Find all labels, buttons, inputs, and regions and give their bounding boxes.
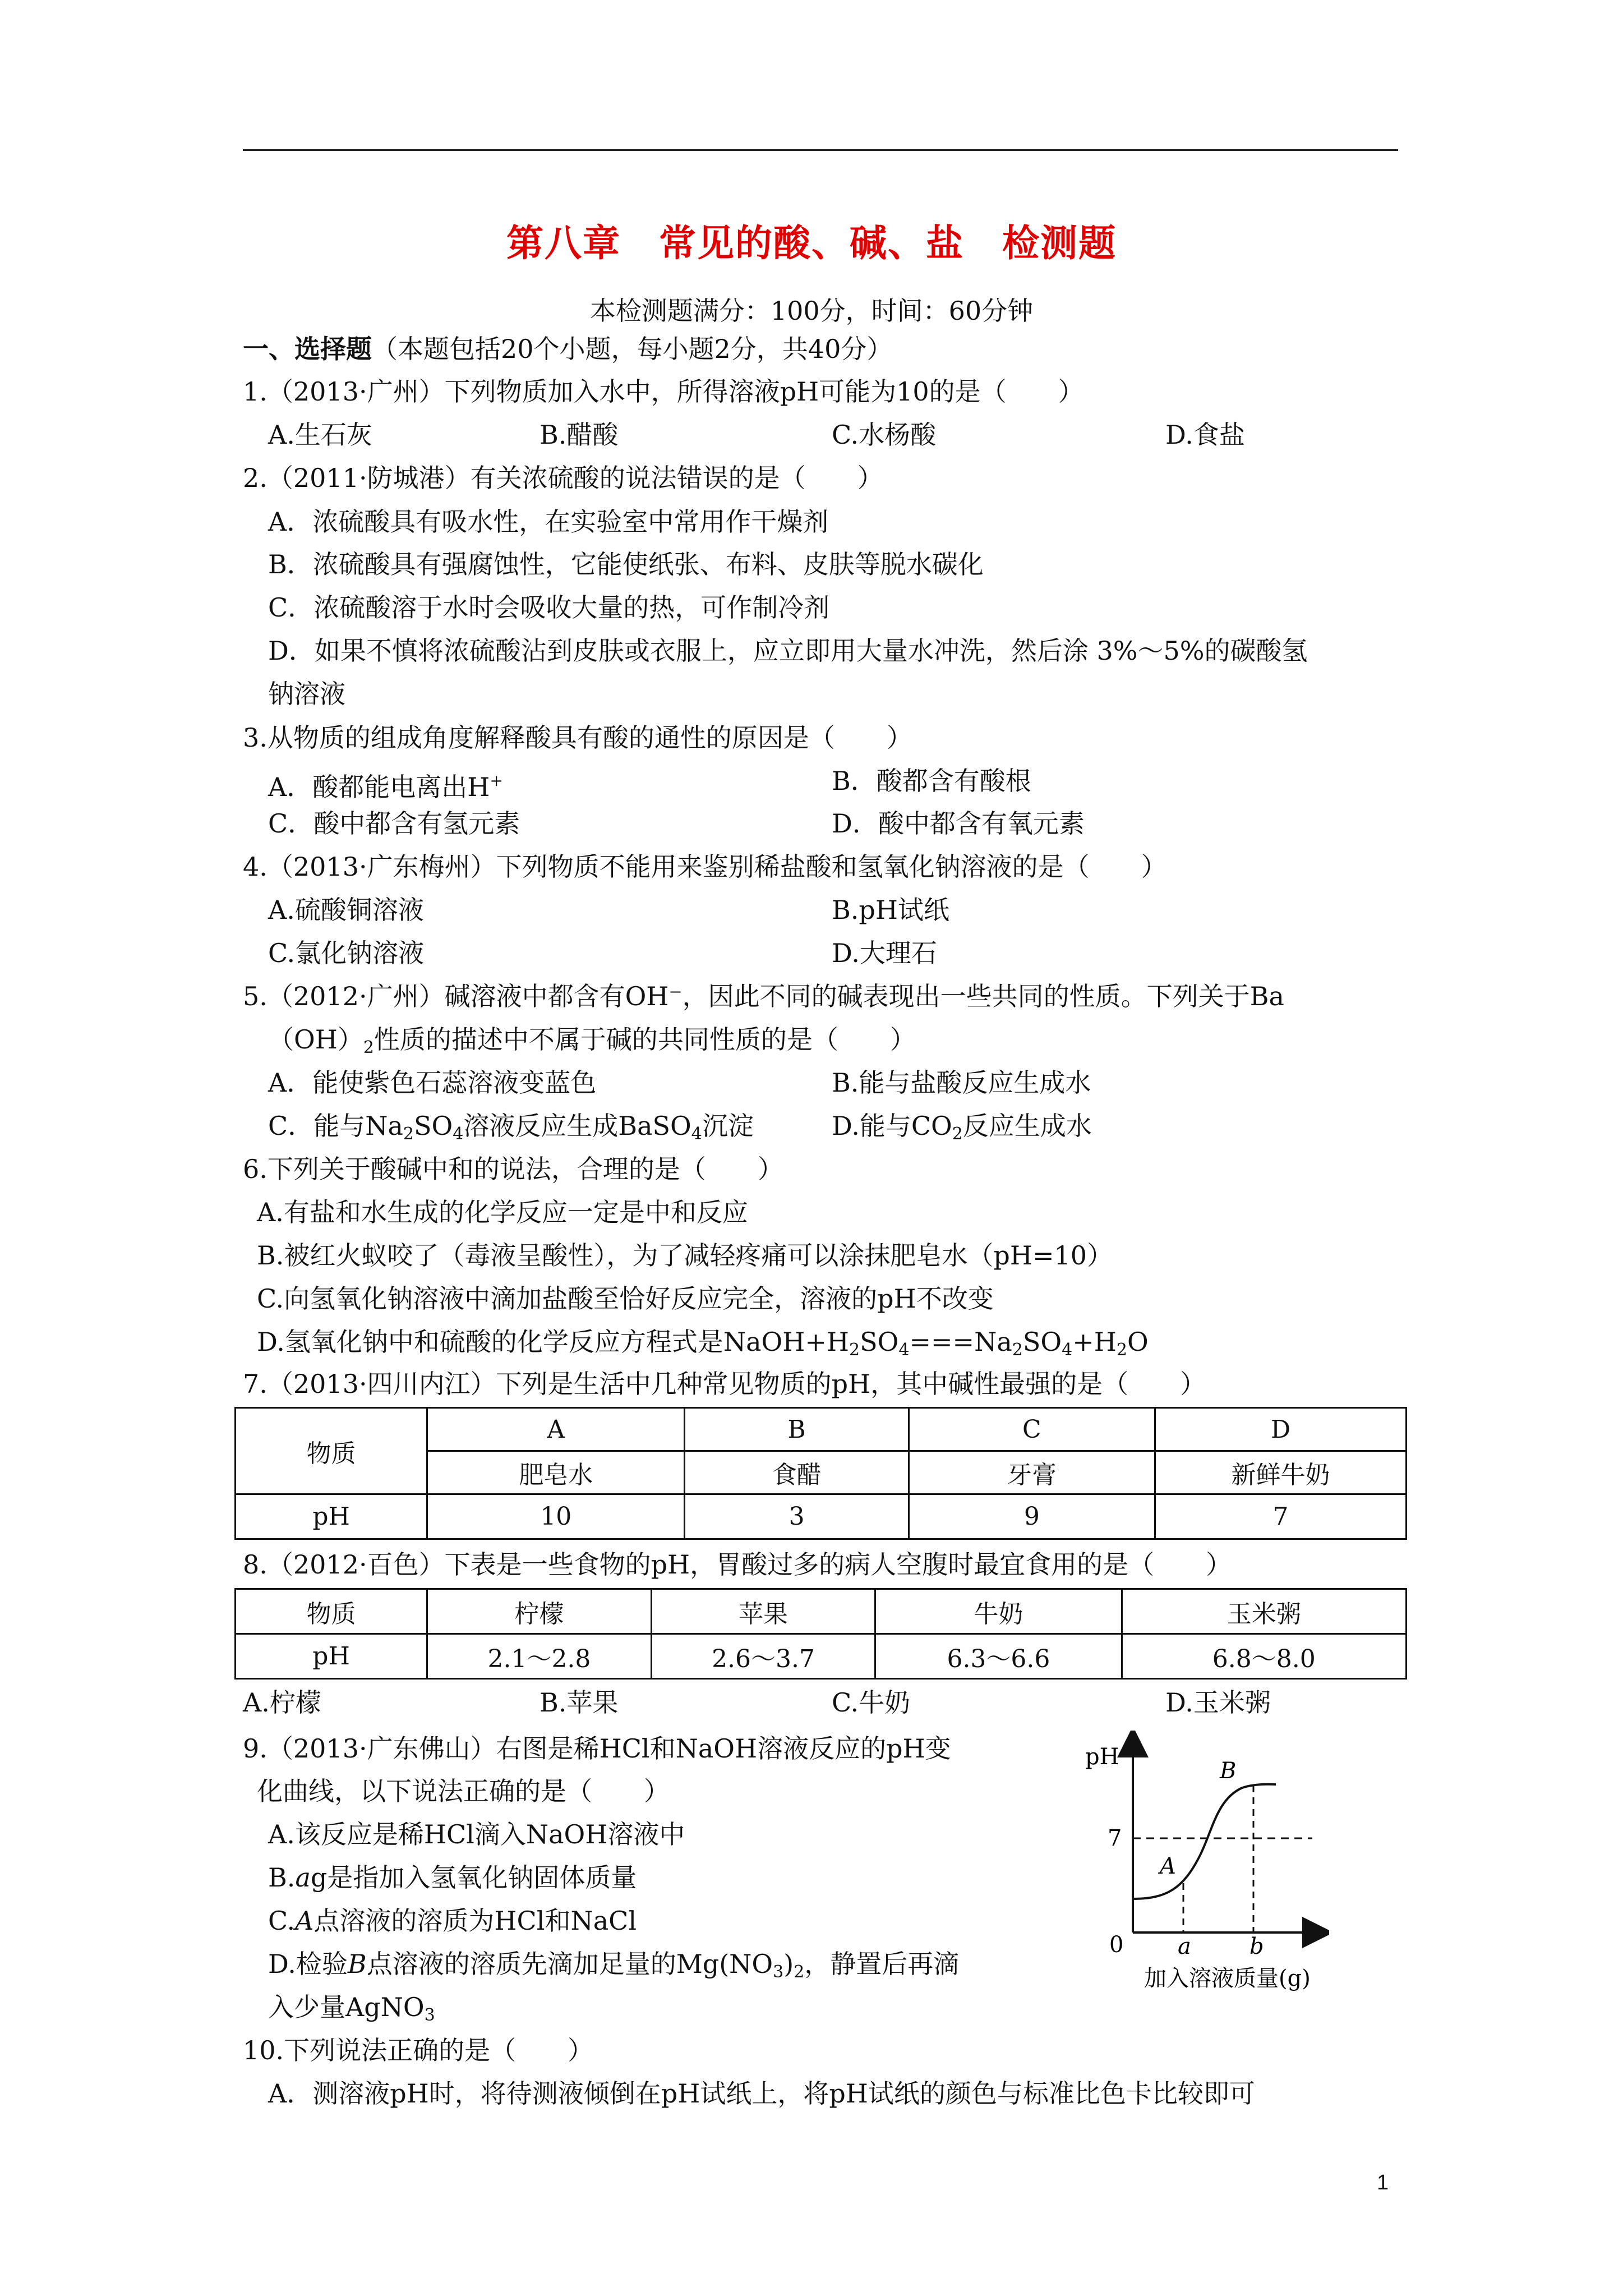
q8-option-b: B.苹果 — [540, 1687, 619, 1718]
q5-option-a: A．能使紫色石蕊溶液变蓝色 — [268, 1068, 597, 1098]
section-label: 一、选择题 — [243, 334, 372, 364]
q3-option-a — [268, 764, 503, 804]
q8-food-name: 玉米粥 — [1122, 1589, 1406, 1634]
q7-substance-name: 食醋 — [685, 1451, 909, 1494]
q1-stem: 1.（2013·广州）下列物质加入水中，所得溶液pH可能为10的是（ ） — [243, 376, 1084, 407]
q5-option-d — [832, 1109, 1092, 1151]
q3-stem: 3.从物质的组成角度解释酸具有酸的通性的原因是（ ） — [243, 723, 912, 753]
q4-stem: 4.（2013·广东梅州）下列物质不能用来鉴别稀盐酸和氢氧化钠溶液的是（ ） — [243, 852, 1167, 882]
q4-option-c: C.氯化钠溶液 — [268, 938, 425, 968]
q7-stem: 7.（2013·四川内江）下列是生活中几种常见物质的pH，其中碱性最强的是（ ） — [243, 1369, 1206, 1399]
q6-option-a: A.有盐和水生成的化学反应一定是中和反应 — [257, 1197, 748, 1227]
q8-ph-range: 6.3～6.6 — [875, 1634, 1122, 1679]
q7-substance-name: 牙膏 — [909, 1451, 1155, 1494]
q7-letter: B — [685, 1408, 909, 1451]
q8-food-name: 苹果 — [651, 1589, 875, 1634]
q6-d-sub: 4 — [898, 1340, 910, 1360]
q8-header-substance: 物质 — [236, 1589, 427, 1634]
q6-option-c: C.向氢氧化钠溶液中滴加盐酸至恰好反应完全，溶液的pH不改变 — [257, 1283, 994, 1314]
q7-letter: A — [427, 1408, 685, 1451]
q8-food-name: 柠檬 — [427, 1589, 652, 1634]
q2-option-d: D．如果不慎将浓硫酸沾到皮肤或衣服上，应立即用大量水冲洗，然后涂 3%～5%的碳酸氢 — [268, 636, 1308, 666]
q2-option-d-cont: 钠溶液 — [268, 679, 345, 709]
q8-stem: 8.（2012·百色）下表是一些食物的pH，胃酸过多的病人空腹时最宜食用的是（ ） — [243, 1549, 1232, 1580]
x-tick-b: b — [1249, 1934, 1264, 1959]
point-b-label: B — [1220, 1758, 1237, 1784]
q3-option-b: B．酸都含有酸根 — [832, 766, 1031, 796]
q1-option-d: D.食盐 — [1165, 420, 1245, 450]
q2-option-b: B．浓硫酸具有强腐蚀性，它能使纸张、布料、皮肤等脱水碳化 — [268, 549, 984, 579]
q7-ph-value: 7 — [1155, 1494, 1406, 1539]
section-heading — [243, 332, 892, 366]
ph-curve — [1133, 1784, 1276, 1899]
section-desc: （本题包括20个小题，每小题2分，共40分） — [372, 334, 893, 364]
q5-c-part: 沉淀 — [702, 1111, 754, 1141]
q9-d-part: D.检验 — [268, 1949, 348, 1979]
q3-a-text: A．酸都能电离出H — [268, 772, 490, 802]
q6-d-part: D.氢氧化钠中和硫酸的化学反应方程式是NaOH+H — [257, 1327, 850, 1357]
q6-d-part: SO — [860, 1327, 899, 1357]
q8-option-a: A.柠檬 — [243, 1687, 321, 1718]
q9-option-b — [268, 1861, 637, 1894]
q9-d-part: 入少量AgNO — [268, 1992, 425, 2022]
q8-ph-range: 6.8～8.0 — [1122, 1634, 1406, 1679]
q5-c-sub: 2 — [403, 1124, 414, 1144]
q9-c-part: C. — [268, 1906, 296, 1936]
x-tick-a: a — [1178, 1934, 1191, 1959]
q6-d-part: +H — [1072, 1327, 1117, 1357]
q5-c-part: C．能与Na — [268, 1111, 403, 1141]
q10-option-a: A．测溶液pH时，将待测液倾倒在pH试纸上，将pH试纸的颜色与标准比色卡比较即可 — [268, 2078, 1255, 2109]
q2-option-a: A．浓硫酸具有吸水性，在实验室中常用作干燥剂 — [268, 507, 829, 537]
page-title: 第八章 常见的酸、碱、盐 检测题 — [506, 221, 1117, 265]
q7-substance-name: 肥皂水 — [427, 1451, 685, 1494]
q5-c-part: SO — [413, 1111, 453, 1141]
q9-b-italic: a — [295, 1862, 311, 1893]
q5-sub: 2 — [363, 1038, 374, 1057]
q6-option-b: B.被红火蚁咬了（毒液呈酸性），为了减轻疼痛可以涂抹肥皂水（pH=10） — [257, 1240, 1113, 1271]
q8-food-name: 牛奶 — [875, 1589, 1122, 1634]
q7-letter: D — [1155, 1408, 1406, 1451]
q5-d-part: D.能与CO — [832, 1111, 952, 1141]
q4-option-d: D.大理石 — [832, 938, 937, 968]
q6-d-part: SO — [1022, 1327, 1062, 1357]
q1-option-a: A.生石灰 — [268, 420, 372, 450]
q9-d-sub: 3 — [424, 2005, 435, 2025]
q9-d-sub: 3 — [773, 1962, 784, 1982]
q9-d-part: 点溶液的溶质先滴加足量的Mg(NO — [366, 1949, 773, 1979]
q6-d-sub: 2 — [1116, 1340, 1127, 1360]
q9-d-sub: 2 — [794, 1962, 805, 1982]
q7-substance-name: 新鲜牛奶 — [1155, 1451, 1406, 1494]
q7-ph-value: 3 — [685, 1494, 909, 1539]
q1-option-b: B.醋酸 — [540, 420, 619, 450]
q9-ph-curve-figure — [1082, 1731, 1329, 1994]
q6-d-part: O — [1127, 1327, 1149, 1357]
q3-option-d: D．酸中都含有氧元素 — [832, 808, 1085, 839]
q9-option-a: A.该反应是稀HCl滴入NaOH溶液中 — [268, 1819, 685, 1849]
q3-option-c: C．酸中都含有氢元素 — [268, 808, 520, 839]
q6-d-sub: 4 — [1062, 1340, 1073, 1360]
q9-c-italic: A — [295, 1906, 314, 1936]
q4-option-a: A.硫酸铜溶液 — [268, 895, 424, 925]
q6-d-sub: 2 — [1012, 1340, 1023, 1360]
q1-option-c: C.水杨酸 — [832, 420, 937, 450]
q8-header-ph: pH — [236, 1634, 427, 1679]
q9-stem-cont: 化曲线，以下说法正确的是（ ） — [257, 1776, 670, 1806]
q5-c-sub: 4 — [453, 1124, 464, 1144]
q8-ph-table — [234, 1588, 1407, 1680]
q10-stem: 10.下列说法正确的是（ ） — [243, 2035, 594, 2065]
q7-header-substance: 物质 — [236, 1408, 427, 1494]
x-axis-label: 加入溶液质量(g) — [1144, 1966, 1311, 1991]
header-rule — [243, 149, 1398, 151]
q9-c-part: 点溶液的溶质为HCl和NaCl — [313, 1906, 637, 1936]
q8-option-d: D.玉米粥 — [1165, 1687, 1271, 1718]
page-number: 1 — [1377, 2171, 1389, 2194]
q5-c-part: 溶液反应生成BaSO — [463, 1111, 691, 1141]
q8-ph-range: 2.1～2.8 — [427, 1634, 652, 1679]
q3-a-charge: + — [490, 771, 503, 790]
q5-c-sub: 4 — [691, 1124, 702, 1144]
q9-d-part: ，静置后再滴 — [804, 1949, 960, 1979]
exam-subtitle: 本检测题满分：100分，时间：60分钟 — [589, 296, 1034, 326]
point-a-label: A — [1160, 1853, 1176, 1879]
q2-option-c: C．浓硫酸溶于水时会吸收大量的热，可作制冷剂 — [268, 592, 830, 623]
q9-b-part: B. — [268, 1862, 296, 1893]
q7-ph-value: 9 — [909, 1494, 1155, 1539]
q6-d-part: ===Na — [909, 1327, 1012, 1357]
y-tick-7: 7 — [1108, 1825, 1122, 1851]
q9-b-part: g是指加入氢氧化钠固体质量 — [310, 1862, 637, 1893]
q4-option-b: B.pH试纸 — [832, 895, 949, 925]
q6-option-d — [257, 1325, 1149, 1367]
q7-letter: C — [909, 1408, 1155, 1451]
q5-stem-cont — [268, 1023, 916, 1065]
q9-option-d — [268, 1947, 959, 1989]
q5-option-b: B.能与盐酸反应生成水 — [832, 1068, 1091, 1098]
q7-header-ph: pH — [236, 1494, 427, 1539]
q5-stem: 5.（2012·广州）碱溶液中都含有OH⁻，因此不同的碱表现出一些共同的性质。下列关于Ba — [243, 981, 1284, 1011]
q8-option-c: C.牛奶 — [832, 1687, 911, 1718]
y-axis-label: pH — [1085, 1744, 1119, 1770]
q6-stem: 6.下列关于酸碱中和的说法，合理的是（ ） — [243, 1154, 783, 1184]
q5-d-sub: 2 — [952, 1124, 963, 1144]
q7-ph-table — [234, 1407, 1407, 1540]
q8-ph-range: 2.6～3.7 — [651, 1634, 875, 1679]
q5-formula: （OH） — [268, 1024, 363, 1055]
q9-d-italic: B — [347, 1949, 367, 1979]
q7-ph-value: 10 — [427, 1494, 685, 1539]
q9-d-part: ) — [783, 1949, 794, 1979]
q5-option-c — [268, 1109, 754, 1151]
origin-label: 0 — [1109, 1932, 1124, 1958]
q2-stem: 2.（2011·防城港）有关浓硫酸的说法错误的是（ ） — [243, 463, 883, 493]
q9-option-d-cont — [268, 1990, 435, 2032]
q5-d-part: 反应生成水 — [962, 1111, 1092, 1141]
q9-option-c — [268, 1904, 637, 1938]
q5-stem-tail: 性质的描述中不属于碱的共同性质的是（ ） — [374, 1024, 916, 1055]
q6-d-sub: 2 — [849, 1340, 860, 1360]
q9-stem: 9.（2013·广东佛山）右图是稀HCl和NaOH溶液反应的pH变 — [243, 1733, 951, 1764]
